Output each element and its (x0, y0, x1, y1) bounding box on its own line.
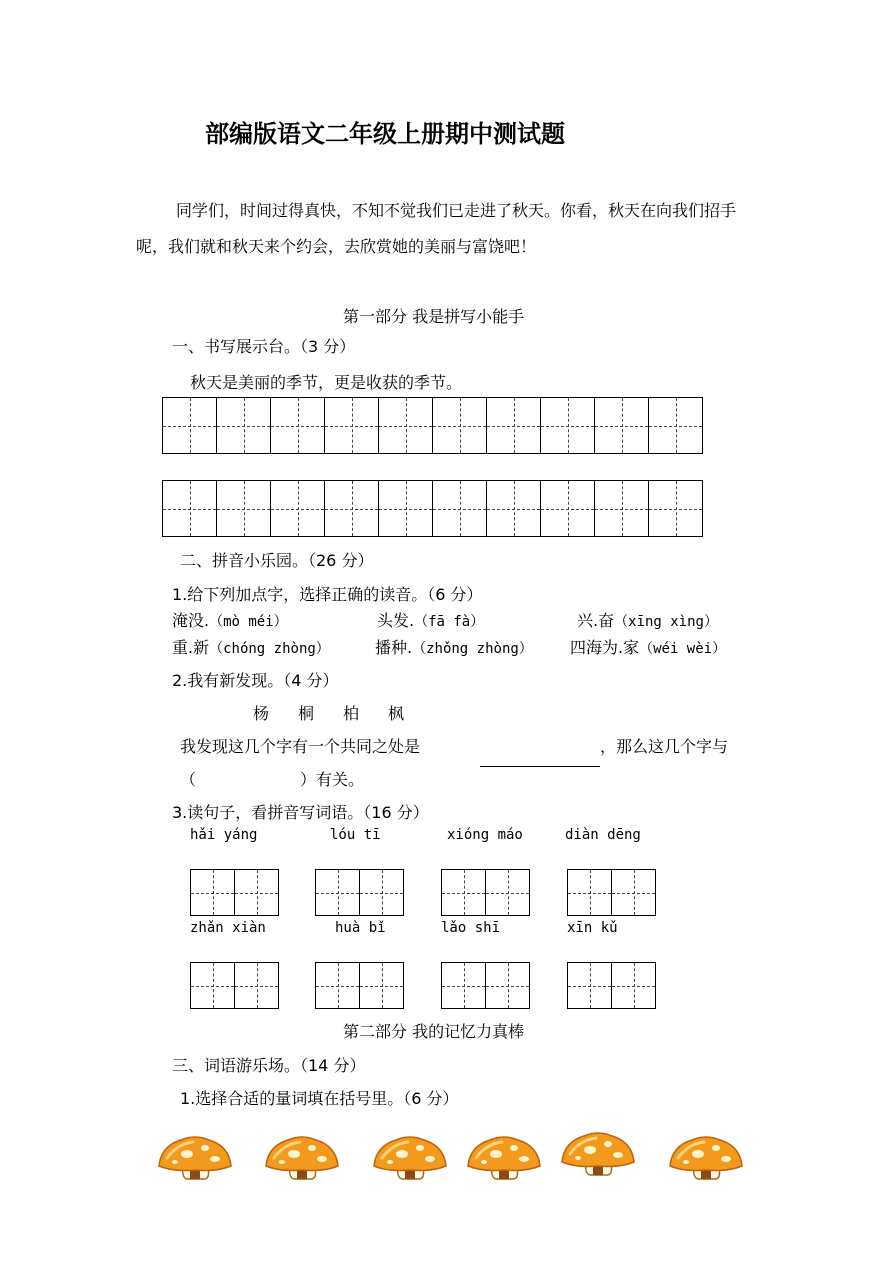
writing-cell[interactable] (541, 480, 595, 537)
intro-paragraph: 同学们，时间过得真快，不知不觉我们已走进了秋天。你看，秋天在向我们招手呢，我们就和秋天来个约会，去欣赏她的美丽与富饶吧！ (136, 201, 737, 256)
writing-cell[interactable] (316, 962, 360, 1009)
writing-cell[interactable] (612, 962, 656, 1009)
mushroom-icon (466, 1132, 542, 1182)
mushroom-icon (264, 1132, 340, 1182)
q3-s1-label: 1.选择合适的量词填在括号里。（6 分） (180, 1089, 459, 1108)
pinyin-label: diàn dēng (565, 827, 641, 843)
pinyin-label: hǎi yáng (190, 827, 258, 843)
discovery-text: 我发现这几个字有一个共同之处是 (180, 737, 421, 756)
pinyin-label: xīn kǔ (567, 920, 618, 936)
word-grid[interactable] (567, 869, 656, 916)
writing-cell[interactable] (360, 869, 404, 916)
writing-cell[interactable] (217, 480, 271, 537)
writing-cell[interactable] (191, 869, 235, 916)
pinyin-label: lóu tī (330, 827, 381, 843)
pron-item: 播种.（zhǒng zhòng） (375, 638, 533, 657)
writing-cell[interactable] (235, 962, 279, 1009)
writing-cell[interactable] (433, 480, 487, 537)
writing-cell[interactable] (442, 869, 486, 916)
writing-cell[interactable] (568, 962, 612, 1009)
pinyin-label: lǎo shī (441, 920, 501, 936)
word-grid[interactable] (441, 869, 530, 916)
writing-cell[interactable] (612, 869, 656, 916)
writing-grid-row-2[interactable] (162, 480, 703, 537)
writing-cell[interactable] (487, 397, 541, 454)
word-grid[interactable] (315, 869, 404, 916)
q2-s3-label: 3.读句子，看拼音写词语。（16 分） (172, 803, 429, 822)
writing-cell[interactable] (433, 397, 487, 454)
pron-item: 四海为.家（wéi wèi） (570, 638, 727, 657)
pron-item: 兴.奋（xīng xìng） (577, 611, 718, 630)
mushroom-icon (560, 1128, 636, 1178)
writing-cell[interactable] (191, 962, 235, 1009)
part1-heading: 第一部分 我是拼写小能手 (343, 307, 525, 326)
q3-label: 三、词语游乐场。（14 分） (172, 1056, 366, 1075)
word-grid[interactable] (315, 962, 404, 1009)
writing-cell[interactable] (442, 962, 486, 1009)
word-grid[interactable] (567, 962, 656, 1009)
writing-cell[interactable] (595, 397, 649, 454)
writing-cell[interactable] (595, 480, 649, 537)
writing-cell[interactable] (163, 480, 217, 537)
word-grid[interactable] (190, 962, 279, 1009)
q2-s1-label: 1.给下列加点字，选择正确的读音。（6 分） (172, 585, 483, 604)
writing-cell[interactable] (541, 397, 595, 454)
writing-cell[interactable] (379, 480, 433, 537)
pron-item: 重.新（chóng zhòng） (172, 638, 330, 657)
writing-cell[interactable] (325, 397, 379, 454)
writing-cell[interactable] (487, 480, 541, 537)
writing-cell[interactable] (486, 869, 530, 916)
paren-close: ）有关。 (300, 770, 365, 789)
writing-cell[interactable] (316, 869, 360, 916)
paren-open: （ (180, 770, 197, 789)
mushroom-icon (157, 1132, 233, 1182)
writing-cell[interactable] (360, 962, 404, 1009)
q1-label: 一、书写展示台。（3 分） (172, 337, 356, 356)
writing-cell[interactable] (649, 397, 703, 454)
pinyin-label: xióng máo (447, 827, 523, 843)
writing-cell[interactable] (379, 397, 433, 454)
writing-cell[interactable] (217, 397, 271, 454)
mushroom-icon (372, 1132, 448, 1182)
q2-label: 二、拼音小乐园。（26 分） (180, 551, 374, 570)
writing-cell[interactable] (235, 869, 279, 916)
writing-cell[interactable] (163, 397, 217, 454)
mushroom-icon (668, 1132, 744, 1182)
char-item: 柏 (343, 704, 360, 723)
writing-cell[interactable] (649, 480, 703, 537)
char-item: 枫 (388, 704, 405, 723)
part2-heading: 第二部分 我的记忆力真棒 (343, 1022, 525, 1041)
writing-cell[interactable] (325, 480, 379, 537)
char-item: 杨 (253, 704, 270, 723)
word-grid[interactable] (190, 869, 279, 916)
pron-item: 淹没.（mò méi） (172, 611, 288, 630)
page-title: 部编版语文二年级上册期中测试题 (205, 120, 565, 148)
writing-cell[interactable] (568, 869, 612, 916)
word-grid[interactable] (441, 962, 530, 1009)
answer-blank[interactable] (480, 748, 600, 767)
pinyin-label: zhǎn xiàn (190, 920, 266, 936)
pinyin-label: huà bǐ (335, 920, 386, 936)
q2-s2-label: 2.我有新发现。（4 分） (172, 671, 339, 690)
writing-cell[interactable] (486, 962, 530, 1009)
writing-grid-row-1[interactable] (162, 397, 703, 454)
writing-cell[interactable] (271, 480, 325, 537)
discovery-text-2: ，那么这几个字与 (600, 737, 729, 756)
char-item: 桐 (298, 704, 315, 723)
q1-sentence: 秋天是美丽的季节，更是收获的季节。 (190, 373, 463, 392)
writing-cell[interactable] (271, 397, 325, 454)
pron-item: 头发.（fā fà） (377, 611, 485, 630)
